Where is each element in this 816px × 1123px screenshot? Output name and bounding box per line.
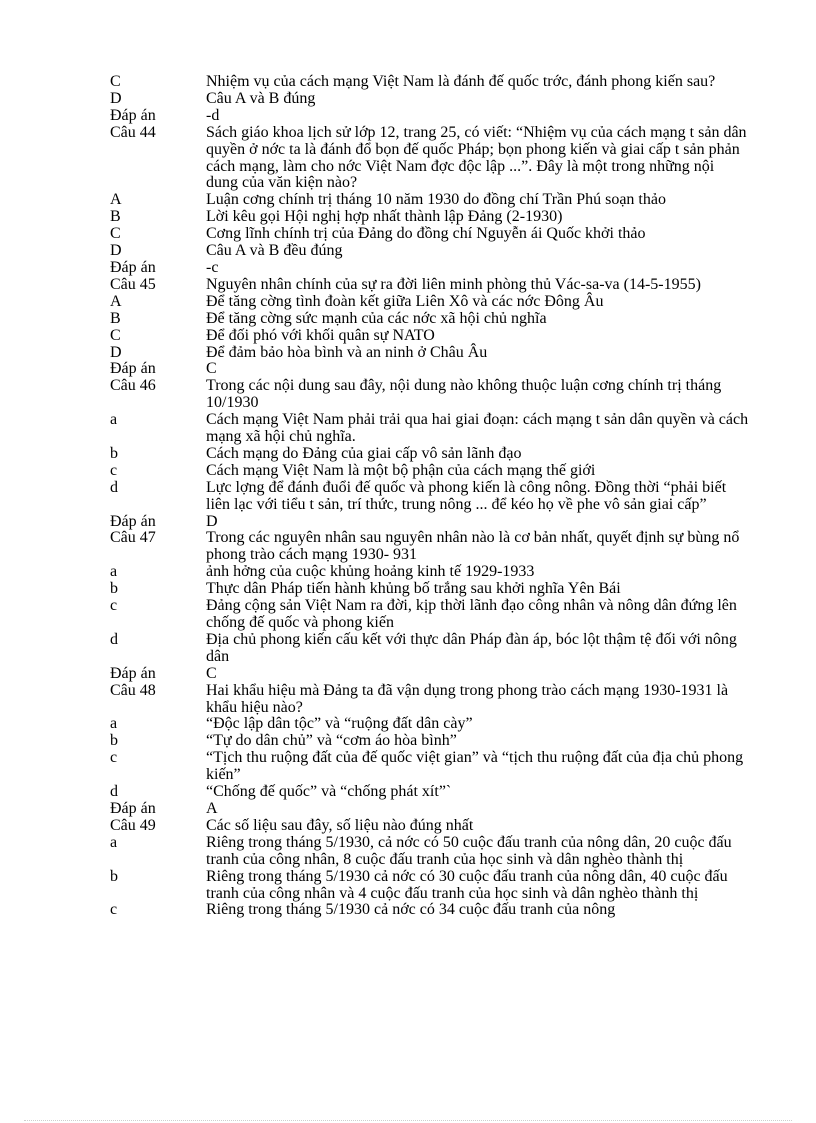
question-row (110, 581, 750, 598)
row-label: B (110, 208, 121, 226)
row-label: b (110, 867, 118, 885)
row-text: Lực lợng để đánh đuổi đế quốc và phong kiến là công nông. Đồng thời “phải biết liên lạc với tiểu t sản, trí thức, trung nông ... để kéo họ về phe vô sản giai cấp” (206, 478, 727, 513)
question-row (110, 294, 750, 311)
row-text: C (206, 664, 217, 682)
row-label: a (110, 411, 118, 429)
row-text: Các số liệu sau đây, số liệu nào đúng nhất (206, 816, 474, 834)
row-label: Đáp án (110, 106, 156, 124)
row-label: b (110, 444, 118, 462)
question-row (110, 530, 750, 564)
question-row (110, 192, 750, 209)
row-label: Câu 45 (110, 275, 156, 293)
row-label: Đáp án (110, 799, 156, 817)
row-label: C (110, 73, 121, 90)
question-row (110, 361, 750, 378)
row-label: Câu 48 (110, 681, 156, 699)
row-text: Để tăng cờng tình đoàn kết giữa Liên Xô và các nớc Đông Âu (206, 292, 604, 310)
row-text: Nguyên nhân chính của sự ra đời liên minh phòng thủ Vác-sa-va (14-5-1955) (206, 275, 701, 293)
question-row (110, 378, 750, 412)
row-text: -d (206, 106, 220, 124)
row-text: Đảng cộng sản Việt Nam ra đời, kịp thời lãnh đạo công nhân và nông dân đứng lên chống đế quốc và phong kiến (206, 597, 737, 631)
question-row (110, 74, 750, 91)
row-text: Riêng trong tháng 5/1930 cả nớc có 30 cuộc đấu tranh của nông dân, 40 cuộc đấu tranh của công nhân và 4 cuộc đấu tranh của học sinh và dân nghèo thành thị (206, 867, 728, 902)
question-row (110, 125, 750, 193)
row-text: Cơng lĩnh chính trị của Đảng do đồng chí Nguyễn ái Quốc khởi thảo (206, 225, 646, 243)
question-row (110, 480, 750, 514)
row-text: Riêng trong tháng 5/1930 cả nớc có 34 cuộc đấu tranh của nông (206, 901, 616, 919)
row-label: c (110, 901, 118, 919)
row-text: A (206, 799, 218, 817)
question-row (110, 209, 750, 226)
page-bottom-divider (24, 1120, 792, 1121)
row-text: Cách mạng Việt Nam là một bộ phận của cách mạng thế giới (206, 461, 596, 479)
row-label: a (110, 715, 118, 733)
question-row (110, 716, 750, 733)
row-text: Để đảm bảo hòa bình và an ninh ở Châu Âu (206, 343, 488, 361)
question-row (110, 91, 750, 108)
question-row (110, 345, 750, 362)
row-label: Câu 49 (110, 816, 156, 834)
row-text: Thực dân Pháp tiến hành khủng bố trắng sau khởi nghĩa Yên Bái (206, 580, 621, 598)
question-row (110, 683, 750, 717)
row-label: c (110, 749, 118, 767)
row-label: a (110, 563, 118, 581)
row-text: Luận cơng chính trị tháng 10 năm 1930 do đồng chí Trần Phú soạn thảo (206, 191, 666, 209)
row-text: Riêng trong tháng 5/1930, cả nớc có 50 cuộc đấu tranh của nông dân, 20 cuộc đấu tranh của công nhân, 8 cuộc đấu tranh của học sinh và dân nghèo thành thị (206, 833, 732, 868)
row-text: Câu A và B đều đúng (206, 242, 343, 260)
row-text: Địa chủ phong kiến cấu kết với thực dân Pháp đàn áp, bóc lột thậm tệ đối với nông dân (206, 630, 737, 665)
row-text: C (206, 360, 217, 378)
question-row (110, 564, 750, 581)
question-row (110, 277, 750, 294)
question-row (110, 666, 750, 683)
row-label: b (110, 732, 118, 750)
question-row (110, 412, 750, 446)
question-row (110, 902, 750, 919)
row-text: Lời kêu gọi Hội nghị hợp nhất thành lập Đảng (2-1930) (206, 208, 563, 226)
question-row (110, 108, 750, 125)
question-row (110, 632, 750, 666)
question-row (110, 835, 750, 869)
row-label: b (110, 580, 118, 598)
row-text: Hai khẩu hiệu mà Đảng ta đã vận dụng trong phong trào cách mạng 1930-1931 là khẩu hiệu nào? (206, 681, 729, 716)
question-row (110, 818, 750, 835)
question-row (110, 260, 750, 277)
question-row (110, 446, 750, 463)
row-text: Sách giáo khoa lịch sử lớp 12, trang 25, có viết: “Nhiệm vụ của cách mạng t sản dân quyền ở nớc ta là đánh đổ bọn đế quốc Pháp; bọn phong kiến và giai cấp t sản phản cách mạng, làm cho nớc Việt Nam đợc độc lập ...”. Đây là một trong những nội dung của văn kiện nào? (206, 123, 747, 192)
row-text: “Tự do dân chủ” và “cơm áo hòa bình” (206, 732, 457, 750)
row-text: “Độc lập dân tộc” và “ruộng đất dân cày” (206, 715, 473, 733)
row-text: Cách mạng Việt Nam phải trải qua hai giai đoạn: cách mạng t sản dân quyền và cách mạng xã hội chủ nghĩa. (206, 411, 749, 446)
row-label: c (110, 597, 118, 615)
row-label: Đáp án (110, 258, 156, 276)
question-row (110, 311, 750, 328)
question-row (110, 750, 750, 784)
row-label: Câu 47 (110, 529, 156, 547)
row-label: d (110, 630, 118, 648)
question-row (110, 784, 750, 801)
row-text: Nhiệm vụ của cách mạng Việt Nam là đánh đế quốc trớc, đánh phong kiến sau? (206, 73, 716, 90)
row-label: d (110, 783, 118, 801)
row-text: D (206, 512, 218, 530)
row-label: B (110, 309, 121, 327)
question-row (110, 733, 750, 750)
question-row (110, 514, 750, 531)
row-text: “Tịch thu ruộng đất của đế quốc việt gian” và “tịch thu ruộng đất của địa chủ phong kiến” (206, 749, 744, 784)
row-label: Câu 46 (110, 377, 156, 395)
row-label: C (110, 326, 121, 344)
row-label: d (110, 478, 118, 496)
row-label: A (110, 191, 122, 209)
row-label: Đáp án (110, 512, 156, 530)
row-label: C (110, 225, 121, 243)
question-row (110, 463, 750, 480)
row-label: D (110, 343, 122, 361)
question-row (110, 801, 750, 818)
row-text: “Chống đế quốc” và “chống phát xít”` (206, 783, 452, 801)
row-label: Đáp án (110, 360, 156, 378)
question-row (110, 598, 750, 632)
row-text: -c (206, 258, 219, 276)
row-label: Câu 44 (110, 123, 156, 141)
row-text: Câu A và B đúng (206, 89, 316, 107)
row-text: ảnh hởng của cuộc khủng hoảng kinh tế 1929-1933 (206, 563, 535, 581)
question-list (110, 74, 750, 919)
row-text: Trong các nguyên nhân sau nguyên nhân nào là cơ bản nhất, quyết định sự bùng nổ phong trào cách mạng 1930- 931 (206, 529, 740, 564)
row-label: a (110, 833, 118, 851)
question-row (110, 869, 750, 903)
row-text: Cách mạng do Đảng của giai cấp vô sản lãnh đạo (206, 444, 522, 462)
row-label: D (110, 242, 122, 260)
question-row (110, 243, 750, 260)
row-label: Đáp án (110, 664, 156, 682)
row-text: Trong các nội dung sau đây, nội dung nào không thuộc luận cơng chính trị tháng 10/1930 (206, 377, 722, 412)
row-label: D (110, 89, 122, 107)
question-row (110, 226, 750, 243)
row-text: Để tăng cờng sức mạnh của các nớc xã hội chủ nghĩa (206, 309, 547, 327)
question-row (110, 328, 750, 345)
row-label: A (110, 292, 122, 310)
row-text: Để đối phó với khối quân sự NATO (206, 326, 435, 344)
row-label: c (110, 461, 118, 479)
